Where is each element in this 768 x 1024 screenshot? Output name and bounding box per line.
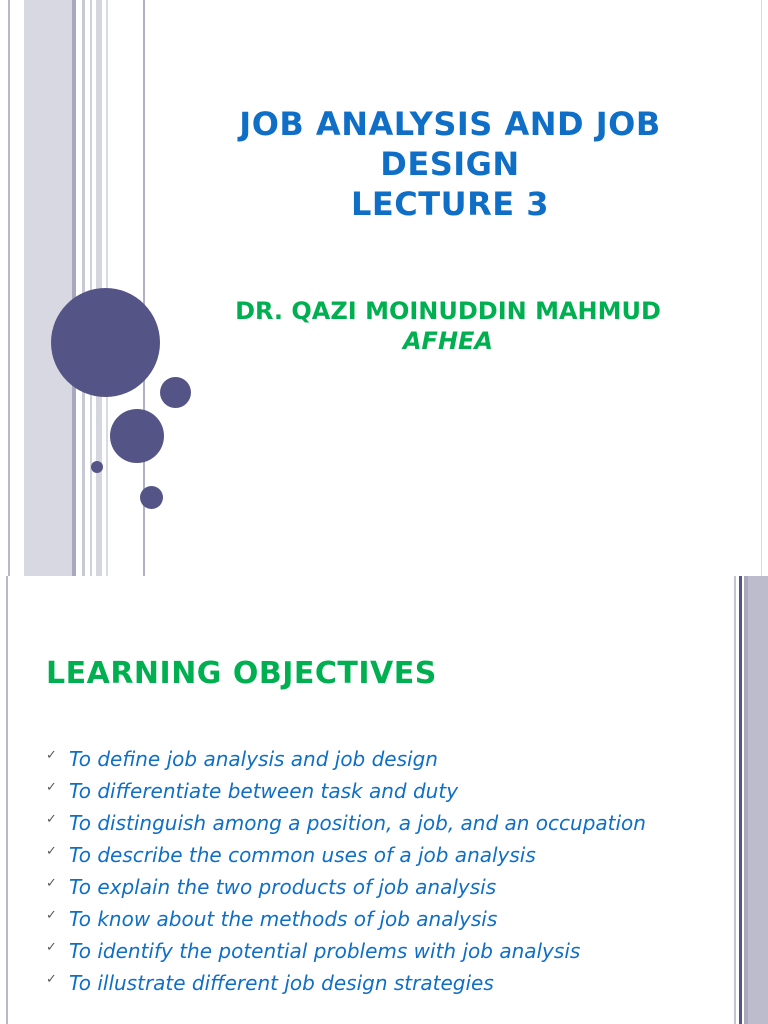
objective-text: To define job analysis and job design <box>69 747 438 771</box>
objectives-list <box>46 746 726 1002</box>
slide-right-margin <box>761 0 768 576</box>
list-item <box>46 874 726 900</box>
decor-circle-small <box>140 486 163 509</box>
checkmark-icon: ✓ <box>46 908 57 923</box>
list-item <box>46 810 726 836</box>
decor-circle-large <box>51 288 160 397</box>
objective-text: To differentiate between task and duty <box>69 779 459 803</box>
decor-line <box>72 0 76 576</box>
author-block <box>180 296 716 356</box>
list-item <box>46 970 726 996</box>
slide-left-margin <box>0 0 8 576</box>
checkmark-icon: ✓ <box>46 972 57 987</box>
list-item <box>46 906 726 932</box>
list-item <box>46 778 726 804</box>
title-line: DESIGN <box>380 145 520 183</box>
objective-text: To explain the two products of job analysis <box>69 875 497 899</box>
title-line: LECTURE 3 <box>351 185 549 223</box>
slide-heading: LEARNING OBJECTIVES <box>46 656 437 691</box>
author-affiliation: AFHEA <box>402 327 494 355</box>
objectives-slide <box>0 576 768 1024</box>
checkmark-icon: ✓ <box>46 844 57 859</box>
title-line: JOB ANALYSIS AND JOB <box>239 105 661 143</box>
list-item <box>46 938 726 964</box>
checkmark-icon: ✓ <box>46 748 57 763</box>
objective-text: To illustrate different job design strategies <box>69 971 494 995</box>
objective-text: To describe the common uses of a job analysis <box>69 843 536 867</box>
decor-circle-tiny <box>91 461 103 473</box>
checkmark-icon: ✓ <box>46 812 57 827</box>
decor-line <box>734 576 736 1024</box>
decor-line <box>82 0 85 576</box>
decor-circle-small <box>160 377 191 408</box>
author-name: DR. QAZI MOINUDDIN MAHMUD <box>235 297 661 325</box>
list-item <box>46 746 726 772</box>
objective-text: To know about the methods of job analysis <box>69 907 498 931</box>
list-item <box>46 842 726 868</box>
slide-title <box>190 104 710 224</box>
decor-line <box>6 576 8 1024</box>
checkmark-icon: ✓ <box>46 876 57 891</box>
decor-band <box>748 576 768 1024</box>
checkmark-icon: ✓ <box>46 780 57 795</box>
decor-band <box>24 0 72 576</box>
objective-text: To distinguish among a position, a job, and an occupation <box>69 811 646 835</box>
checkmark-icon: ✓ <box>46 940 57 955</box>
decor-line <box>8 0 10 576</box>
decor-circle-medium <box>110 409 164 463</box>
decor-line <box>90 0 92 576</box>
objective-text: To identify the potential problems with job analysis <box>69 939 581 963</box>
